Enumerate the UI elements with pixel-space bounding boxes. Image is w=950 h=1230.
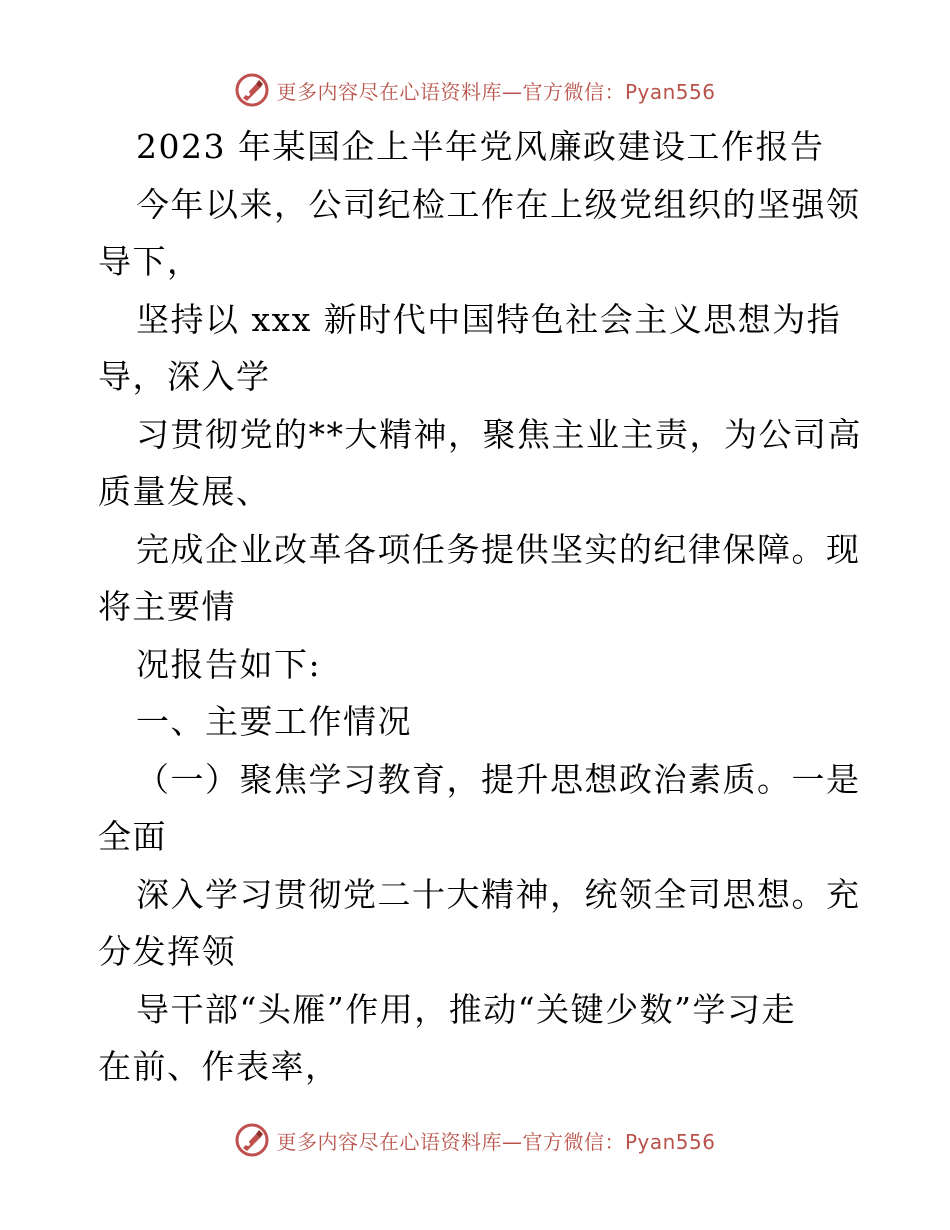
- paragraph-line: 今年以来，公司纪检工作在上级党组织的坚强领: [136, 184, 861, 224]
- paragraph-line: 况报告如下:: [136, 644, 322, 684]
- pen-logo-icon: [234, 72, 270, 108]
- footer-banner[interactable]: [0, 1118, 950, 1162]
- paragraph-line: 将主要情: [98, 587, 236, 626]
- banner-text: 更多内容尽在心语资料库—官方微信：Pyan556: [276, 1129, 716, 1154]
- paragraph-line: 全面: [98, 817, 167, 856]
- paragraph-line: 习贯彻党的**大精神，聚焦主业主责，为公司高: [136, 414, 862, 454]
- pen-logo-icon: [234, 1122, 270, 1158]
- section-heading: 一、主要工作情况: [136, 702, 412, 741]
- paragraph-line: 深入学习贯彻党二十大精神，统领全司思想。充: [136, 874, 861, 914]
- paragraph-line: 导下，: [98, 242, 202, 281]
- paragraph-line: 坚持以 xxx 新时代中国特色社会主义思想为指: [136, 299, 842, 339]
- document-title: 2023 年某国企上半年党风廉政建设工作报告: [136, 127, 825, 166]
- paragraph-line: 质量发展、: [98, 472, 271, 511]
- banner-text: 更多内容尽在心语资料库—官方微信：Pyan556: [276, 79, 716, 104]
- paragraph-line: 在前、作表率，: [98, 1047, 340, 1086]
- paragraph-line: 分发挥领: [98, 932, 236, 971]
- paragraph-line: 导干部“头雁”作用，推动“关键少数”学习走: [136, 989, 796, 1029]
- paragraph-line: 导，深入学: [98, 357, 271, 396]
- paragraph-line: 完成企业改革各项任务提供坚实的纪律保障。现: [136, 529, 861, 569]
- document-body: [98, 118, 862, 1096]
- paragraph-line: （一）聚焦学习教育，提升思想政治素质。一是: [136, 759, 861, 799]
- header-banner[interactable]: [0, 68, 950, 112]
